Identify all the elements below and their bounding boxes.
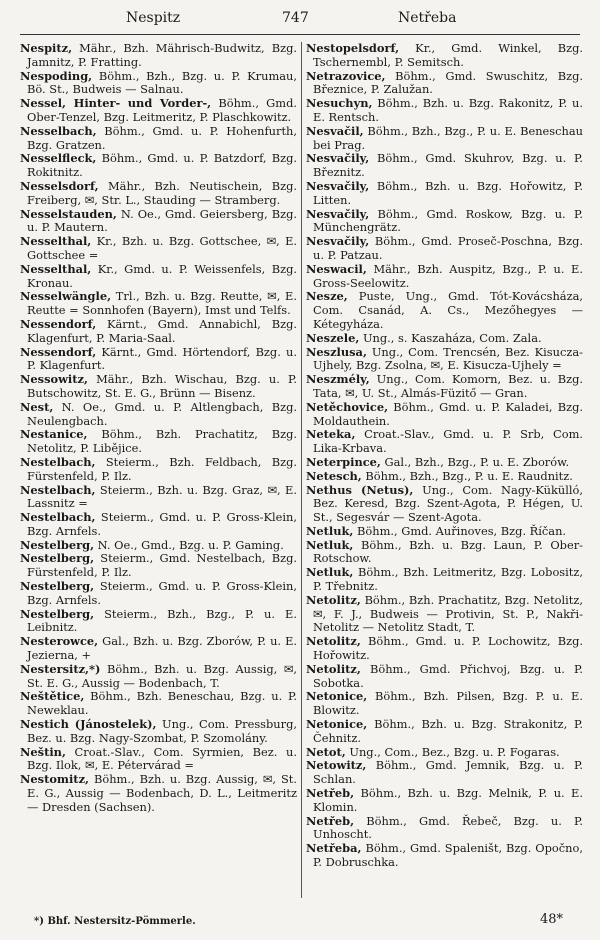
header-left-keyword: Nespitz <box>126 10 181 26</box>
entry-term: Nesselthal, <box>20 261 92 276</box>
entry-term: Nest, <box>20 399 54 414</box>
entry-details: Steierm., Bzh. u. Bzg. Graz, ✉, E. Lassnitz = <box>27 482 297 511</box>
entry-term: Netolitz, <box>306 661 361 676</box>
gazetteer-entry <box>20 235 297 263</box>
entry-term: Nessowitz, <box>20 372 88 387</box>
entry-details: Böhm., Bzh. u. Bzg. Aussig, ✉, St. E. G., Aussig — Bodenbach, D. L., Leitmeritz — Dresden (Sachsen). <box>27 772 297 814</box>
gazetteer-entry <box>20 208 297 236</box>
entry-term: Neszlusa, <box>306 344 367 359</box>
entry-term: Netřeb, <box>306 813 355 828</box>
gazetteer-entry <box>306 263 583 291</box>
entry-term: Netěchovice, <box>306 399 389 414</box>
entry-details: Böhm., Bzh. u. Bzg. Rakonitz, P. u. E. Rentsch. <box>313 96 583 124</box>
gazetteer-entry <box>20 428 297 456</box>
entry-details: Böhm., Gmd. Skuhrov, Bzg. u. P. Březnitz. <box>313 151 583 180</box>
entry-term: Neštin, <box>20 744 66 759</box>
right-column <box>306 42 583 898</box>
entry-term: Nesvačily, <box>306 234 370 249</box>
entry-term: Netesch, <box>306 468 362 483</box>
entry-term: Nesvačily, <box>306 206 370 221</box>
gazetteer-entry <box>20 690 297 718</box>
entry-details: Steierm., Bzh., Bzg., P. u. E. Leibnitz. <box>27 606 297 635</box>
entry-term: Nesselbach, <box>20 123 97 138</box>
entry-term: Netřeba, <box>306 841 362 856</box>
entry-term: Netolitz, <box>306 634 361 649</box>
entry-details: Steierm., Bzh. Feldbach, Bzg. Fürstenfeld, P. Ilz. <box>27 454 297 483</box>
entry-details: Croat.-Slav., Gmd. u. P. Srb, Com. Lika-Krbava. <box>313 427 583 456</box>
column-divider <box>301 42 302 898</box>
entry-details: Böhm., Bzh. Pilsen, Bzg. P. u. E. Blowitz. <box>313 689 583 718</box>
entry-term: Netrazovice, <box>306 68 386 83</box>
entry-term: Nestelbach, <box>20 454 96 469</box>
entry-details: Trl., Bzh. u. Bzg. Reutte, ✉, E. Reutte = Sonnhofen (Bayern), Imst und Telfs. <box>27 289 297 318</box>
entry-term: Netonice, <box>306 689 368 704</box>
entry-term: Nestelberg, <box>20 606 95 621</box>
gazetteer-entry <box>20 635 297 663</box>
gazetteer-entry <box>306 539 583 567</box>
gazetteer-entry <box>306 152 583 180</box>
gazetteer-entry <box>20 263 297 291</box>
gazetteer-entry <box>20 180 297 208</box>
entry-term: Nestelbach, <box>20 482 96 497</box>
gazetteer-entry <box>20 401 297 429</box>
gazetteer-entry <box>306 787 583 815</box>
gazetteer-entry <box>20 663 297 691</box>
entry-details: N. Oe., Gmd. u. P. Altlengbach, Bzg. Neulengbach. <box>27 399 297 428</box>
entry-details: Kr., Gmd. u. P. Weissenfels, Bzg. Kronau. <box>27 261 297 290</box>
gazetteer-entry <box>20 318 297 346</box>
entry-details: Böhm., Bzh. Prachatitz, Bzg. Netolitz, P. Libějice. <box>27 427 297 456</box>
entry-term: Nesuchyn, <box>306 96 373 111</box>
entry-details: Ung., Com. Nagy-Kükülló, Bez. Keresd, Bzg. Szent-Agota, P. Hégen, U. St., Segesvár — Szent-Agota. <box>313 482 583 525</box>
gazetteer-entry <box>306 332 583 346</box>
gazetteer-entry <box>20 552 297 580</box>
gazetteer-entry <box>306 690 583 718</box>
entry-term: Netot, <box>306 744 346 759</box>
entry-details: Ung., s. Kaszaháza, Com. Zala. <box>359 330 542 345</box>
gazetteer-entry <box>306 484 583 525</box>
entry-details: Böhm., Gmd. Spaleništ, Bzg. Opočno, P. Dobruschka. <box>313 841 583 870</box>
entry-term: Neszele, <box>306 330 360 345</box>
entry-term: Nesvačil, <box>306 123 364 138</box>
gazetteer-entry <box>20 97 297 125</box>
entry-term: Neštětice, <box>20 689 85 704</box>
entry-details: Böhm., Bzh. u. Bzg. Strakonitz, P. Čehnitz. <box>313 717 583 745</box>
gazetteer-entry <box>20 539 297 553</box>
gazetteer-entry <box>20 290 297 318</box>
gazetteer-entry <box>20 773 297 814</box>
entry-term: Neteka, <box>306 427 356 442</box>
entry-details: Böhm., Bzh., Bzg. u. P. Krumau, Bö. St., Budweis — Salnau. <box>27 68 297 97</box>
entry-term: Nestelberg, <box>20 537 95 552</box>
entry-details: Mähr., Bzh. Mährisch-Budwitz, Bzg. Jamnitz, P. Fratting. <box>27 42 297 69</box>
gazetteer-entry <box>306 456 583 470</box>
entry-details: Ung., Com., Bez., Bzg. u. P. Fogaras. <box>345 744 560 759</box>
entry-term: Nesselsdorf, <box>20 178 99 193</box>
entry-details: Böhm., Gmd. Přichvoj, Bzg. u. P. Sobotka. <box>313 661 583 690</box>
gazetteer-entry <box>20 608 297 636</box>
entry-details: Ung., Com. Pressburg, Bez. u. Bzg. Nagy-Szombat, P. Szomolány. <box>27 717 297 745</box>
entry-details: Mähr., Bzh. Auspitz, Bzg., P. u. E. Gross-Seelowitz. <box>313 261 583 290</box>
entry-details: Ung., Com. Komorn, Bez. u. Bzg. Tata, ✉, U. St., Almás-Füzitő — Gran. <box>313 372 583 400</box>
entry-term: Nesvačily, <box>306 178 370 193</box>
entry-term: Nethus (Netus), <box>306 482 414 497</box>
gazetteer-entry <box>20 373 297 401</box>
entry-term: Nespitz, <box>20 42 73 55</box>
gazetteer-entry <box>20 42 297 70</box>
entry-details: Ung., Com. Trencsén, Bez. Kisucza-Ujhely, Bzg. Zsolna, ✉, E. Kisucza-Ujhely = <box>313 344 583 373</box>
entry-term: Nestelberg, <box>20 579 95 594</box>
entry-details: Böhm., Bzh. u. Bzg. Melnik, P. u. E. Klomin. <box>313 786 583 814</box>
entry-term: Nestich (Jánostelek), <box>20 717 157 732</box>
gazetteer-entry <box>306 401 583 429</box>
entry-details: Böhm., Bzh. u. Bzg. Hořowitz, P. Litten. <box>313 178 583 207</box>
entry-term: Neterpince, <box>306 454 381 469</box>
entry-details: Böhm., Gmd. u. P. Lochowitz, Bzg. Hořowitz. <box>313 634 583 663</box>
header-right-keyword: Netřeba <box>398 10 457 26</box>
entry-details: Böhm., Gmd. Auřinoves, Bzg. Říčan. <box>353 523 567 538</box>
entry-term: Nesselthal, <box>20 234 92 249</box>
entry-details: Steierm., Gmd. u. P. Gross-Klein, Bzg. Arnfels. <box>27 579 297 607</box>
entry-term: Neszmély, <box>306 372 370 387</box>
gazetteer-entry <box>306 428 583 456</box>
entry-details: Böhm., Gmd. Swuschitz, Bzg. Březnice, P. Zalužan. <box>313 68 583 97</box>
entry-term: Nestomitz, <box>20 772 90 787</box>
entry-term: Nestanice, <box>20 427 88 442</box>
entry-details: Böhm., Gmd. Roskow, Bzg. u. P. Münchengrätz. <box>313 206 583 235</box>
entry-details: Böhm., Gmd. Ober-Tenzel, Bzg. Leitmeritz, P. Plaschkowitz. <box>27 96 297 124</box>
gazetteer-entry <box>20 70 297 98</box>
entry-details: Steierm., Gmd. Nestelbach, Bzg. Fürstenfeld, P. Ilz. <box>27 551 297 580</box>
entry-details: Böhm., Bzh., Bzg., P. u. E. Raudnitz. <box>361 468 573 483</box>
gazetteer-entry <box>306 346 583 374</box>
entry-details: Kr., Bzh. u. Bzg. Gottschee, ✉, E. Gottschee = <box>27 234 297 262</box>
gazetteer-entry <box>20 580 297 608</box>
gazetteer-entry <box>306 525 583 539</box>
gazetteer-entry <box>306 470 583 484</box>
gazetteer-entry <box>20 511 297 539</box>
entry-term: Nesze, <box>306 289 348 304</box>
entry-term: Nesterowce, <box>20 634 99 649</box>
entry-term: Netluk, <box>306 537 354 552</box>
entry-details: Böhm., Gmd. Jemnik, Bzg. u. P. Schlan. <box>313 758 583 787</box>
gazetteer-entry <box>306 125 583 153</box>
entry-details: Mähr., Bzh. Wischau, Bzg. u. P. Butschowitz, St. E. G., Brünn — Bisenz. <box>27 372 297 400</box>
entry-term: Netřeb, <box>306 786 355 801</box>
gazetteer-entry <box>20 718 297 746</box>
entry-details: Böhm., Gmd. u. P. Kaladei, Bzg. Moldauthein. <box>313 399 583 428</box>
entry-term: Netonice, <box>306 717 368 732</box>
entry-term: Nessendorf, <box>20 316 97 331</box>
entry-details: N. Oe., Gmd., Bzg. u. P. Gaming. <box>94 537 284 552</box>
gazetteer-entry <box>306 815 583 843</box>
entry-term: Neswacil, <box>306 261 367 276</box>
header-rule <box>20 34 580 35</box>
gazetteer-entry <box>306 718 583 746</box>
entry-details: Gal., Bzh., Bzg., P. u. E. Zborów. <box>380 454 570 469</box>
entry-term: Netluk, <box>306 565 354 580</box>
entry-details: Kärnt., Gmd. Hörtendorf, Bzg. u. P. Klagenfurt. <box>27 344 297 373</box>
gazetteer-entry <box>306 70 583 98</box>
entry-details: Steierm., Gmd. u. P. Gross-Klein, Bzg. Arnfels. <box>27 510 297 538</box>
entry-details: Kärnt., Gmd. Annabichl, Bzg. Klagenfurt, P. Maria-Saal. <box>27 316 297 345</box>
gazetteer-entry <box>306 594 583 635</box>
entry-details: Böhm., Bzh. u. Bzg. Laun, P. Ober-Rotschow. <box>313 537 583 566</box>
gazetteer-entry <box>306 566 583 594</box>
entry-details: Puste, Ung., Gmd. Tót-Kovácsháza, Com. Csanád, A. Cs., Mezőhegyes — Kétegyháza. <box>313 289 583 331</box>
gazetteer-entry <box>306 180 583 208</box>
entry-term: Nestelbach, <box>20 510 96 525</box>
gazetteer-entry <box>306 759 583 787</box>
entry-details: Böhm., Gmd. u. P. Hohenfurth, Bzg. Gratzen. <box>27 123 297 152</box>
entry-details: Böhm., Gmd. u. P. Batzdorf, Bzg. Rokitnitz. <box>27 151 297 180</box>
gazetteer-entry <box>20 456 297 484</box>
entry-term: Nesselfleck, <box>20 151 97 166</box>
entry-term: Nesvačily, <box>306 151 370 166</box>
entry-term: Nessel, Hinter- und Vorder-, <box>20 96 212 111</box>
gazetteer-entry <box>20 346 297 374</box>
gazetteer-entry <box>306 208 583 236</box>
gazetteer-entry <box>306 635 583 663</box>
entry-term: Nestopelsdorf, <box>306 42 400 55</box>
entry-term: Netowitz, <box>306 758 367 773</box>
entry-term: Netluk, <box>306 523 354 538</box>
entry-details: Mähr., Bzh. Neutischein, Bzg. Freiberg, ✉, Str. L., Stauding — Stramberg. <box>27 178 297 207</box>
entry-details: Kr., Gmd. Winkel, Bzg. Tschernembl, P. Semitsch. <box>313 42 583 69</box>
gazetteer-entry <box>306 842 583 870</box>
gazetteer-entry <box>306 290 583 331</box>
entry-details: Croat.-Slav., Com. Syrmien, Bez. u. Bzg. Ilok, ✉, E. Pétervárad = <box>27 744 297 773</box>
entry-details: Böhm., Gmd. Řebeč, Bzg. u. P. Unhoscht. <box>313 813 583 842</box>
gazetteer-entry <box>20 484 297 512</box>
entry-details: Böhm., Bzh. u. Bzg. Aussig, ✉, St. E. G., Aussig — Bodenbach, T. <box>27 661 297 690</box>
gazetteer-entry <box>20 125 297 153</box>
gazetteer-entry <box>306 663 583 691</box>
gazetteer-entry <box>306 97 583 125</box>
entry-term: Netolitz, <box>306 592 361 607</box>
entry-term: Nessendorf, <box>20 344 97 359</box>
entry-details: Böhm., Bzh., Bzg., P. u. E. Beneschau bei Prag. <box>313 123 583 152</box>
entry-details: Gal., Bzh. u. Bzg. Zborów, P. u. E. Jezierna, + <box>27 634 297 663</box>
gazetteer-entry <box>306 746 583 760</box>
gazetteer-entry <box>306 235 583 263</box>
gazetteer-entry <box>306 42 583 70</box>
entry-term: Nespoding, <box>20 68 93 83</box>
page-signature: 48* <box>540 912 564 927</box>
entry-term: Nestelberg, <box>20 551 95 566</box>
gazetteer-entry <box>306 373 583 401</box>
gazetteer-entry <box>20 746 297 774</box>
entry-term: Nesselstauden, <box>20 206 117 221</box>
header-page-number: 747 <box>282 10 309 26</box>
entry-term: Nestersitz,*) <box>20 661 101 676</box>
entry-details: N. Oe., Gmd. Geiersberg, Bzg. u. P. Mautern. <box>27 206 297 235</box>
left-column <box>20 42 297 898</box>
entry-details: Böhm., Bzh. Leitmeritz, Bzg. Lobositz, P. Třebnitz. <box>313 565 583 594</box>
gazetteer-entry <box>20 152 297 180</box>
entry-details: Böhm., Bzh. Beneschau, Bzg. u. P. Neweklau. <box>27 689 297 718</box>
footnote: *) Bhf. Nestersitz-Pömmerle. <box>34 916 196 927</box>
entry-details: Böhm., Gmd. Proseč-Poschna, Bzg. u. P. Patzau. <box>313 234 583 262</box>
page-header <box>0 8 600 30</box>
entry-term: Nesselwängle, <box>20 289 112 304</box>
entry-details: Böhm., Bzh. Prachatitz, Bzg. Netolitz, ✉, F. J., Budweis — Protivin, St. P., Nakři-Netolitz — Netolitz Stadt, T. <box>313 592 583 635</box>
